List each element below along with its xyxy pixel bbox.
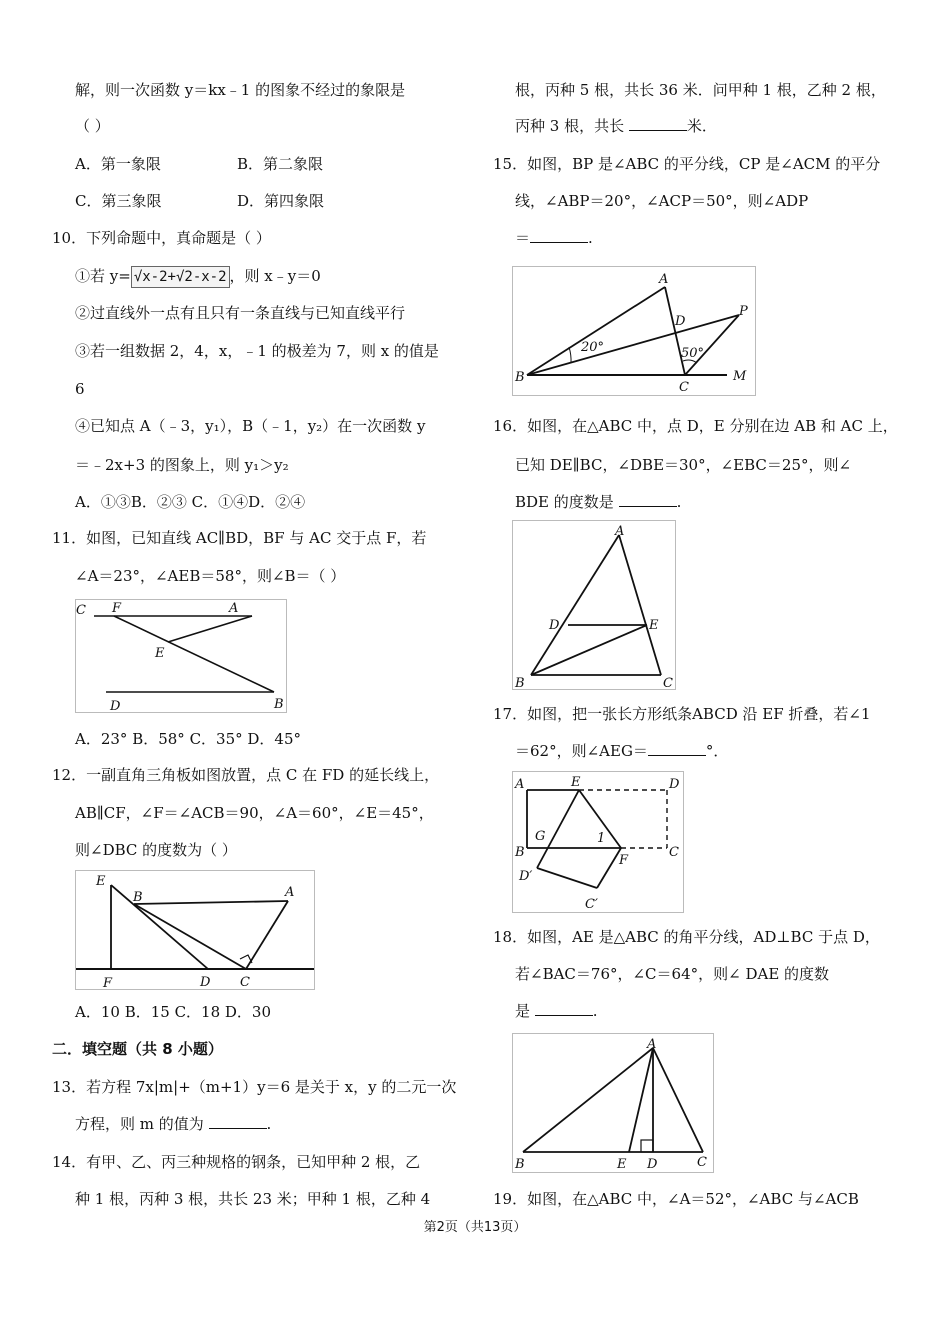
fig17-label-a: A — [515, 777, 525, 792]
q11-line1: 11．如图，已知直线 AC∥BD，BF 与 AC 交于点 F，若 — [52, 529, 427, 547]
fig15-label-c: C — [679, 380, 689, 395]
fig11-label-b: B — [274, 697, 284, 712]
q16-line2: 已知 DE∥BC，∠DBE＝30°，∠EBC＝25°，则∠ — [515, 456, 852, 474]
q13-line1: 13．若方程 7x|m|+（m+1）y＝6 是关于 x，y 的二元一次 — [52, 1078, 457, 1096]
q17-answer-blank[interactable] — [648, 741, 706, 756]
q14-line4 — [515, 116, 717, 136]
q14-line3: 根，丙种 5 根，共长 36 米．问甲种 1 根，乙种 2 根， — [515, 81, 886, 99]
q10-s1-post: ，则 x﹣y＝0 — [229, 267, 321, 285]
fig15-angle-50: 50° — [681, 346, 705, 361]
q17-line1: 17．如图，把一张长方形纸条ABCD 沿 EF 折叠，若∠1 — [493, 705, 871, 723]
fig18-label-c: C — [697, 1155, 707, 1170]
fig11-label-e: E — [155, 646, 165, 661]
section-2-heading: 二．填空题（共 8 小题） — [52, 1040, 223, 1058]
fig15-label-d: D — [675, 314, 686, 329]
q10-stem: 10．下列命题中，真命题是（ ） — [52, 229, 271, 247]
q12-line1: 12．一副直角三角板如图放置，点 C 在 FD 的延长线上， — [52, 766, 440, 784]
fig11-label-d: D — [110, 699, 121, 712]
q16-line1: 16．如图，在△ABC 中，点 D，E 分别在边 AB 和 AC 上， — [493, 417, 898, 435]
q11-line2: ∠A＝23°，∠AEB＝58°，则∠B＝（ ） — [75, 567, 346, 585]
q18-line1: 18．如图，AE 是△ABC 的角平分线，AD⊥BC 于点 D， — [493, 928, 880, 946]
radical-expression: √x-2+√2-x-2 — [131, 266, 230, 288]
figure-q17 — [512, 771, 684, 913]
fig11-label-a: A — [229, 601, 239, 616]
figure-q11 — [75, 599, 287, 713]
figure-q16 — [512, 520, 676, 690]
fig15-label-m: M — [733, 369, 747, 384]
q17-unit: °． — [705, 742, 729, 760]
q14-text: 丙种 3 根，共长 — [515, 117, 625, 135]
fig16-label-b: B — [515, 676, 525, 689]
q14-line2: 种 1 根，丙种 3 根，共长 23 米；甲种 1 根，乙种 4 — [75, 1190, 431, 1208]
q9-option-c: C．第三象限 — [75, 192, 162, 210]
q18-line2: 若∠BAC＝76°，∠C＝64°，则∠ DAE 的度数 — [515, 965, 830, 983]
q18-line3: 是 . — [515, 1002, 598, 1020]
fig16-label-a: A — [615, 524, 625, 539]
q18-text: 是 — [515, 1002, 531, 1020]
q15-line2: 线，∠ABP＝20°，∠ACP＝50°，则∠ADP — [515, 192, 809, 210]
fig12-label-f: F — [103, 976, 113, 989]
q10-statement-4a: ④已知点 A（﹣3，y₁），B（﹣1，y₂）在一次函数 y — [75, 417, 426, 435]
q12-line2: AB∥CF，∠F＝∠ACB＝90，∠A＝60°，∠E＝45°， — [75, 804, 434, 822]
q12-options: A．10 B．15 C．18 D．30 — [75, 1003, 272, 1021]
q10-statement-3b: 6 — [75, 380, 85, 398]
q9-option-b: B．第二象限 — [237, 155, 324, 173]
q16-line3: BDE 的度数是 . — [515, 493, 682, 511]
fig16-label-c: C — [663, 676, 673, 689]
q19-line1: 19．如图，在△ABC 中，∠A＝52°，∠ABC 与∠ACB — [493, 1190, 859, 1208]
q12-line3: 则∠DBC 的度数为（ ） — [75, 841, 237, 859]
fig11-label-f: F — [112, 601, 122, 616]
q9-option-d: D．第四象限 — [237, 192, 325, 210]
q10-options: A．①③B．②③ C．①④D．②④ — [75, 493, 306, 511]
fig16-label-d: D — [549, 618, 560, 633]
figure-q15 — [512, 266, 756, 396]
q14-unit: 米． — [686, 117, 717, 135]
q14-line1: 14．有甲、乙、丙三种规格的钢条，已知甲种 2 根，乙 — [52, 1153, 421, 1171]
fig17-label-d: D — [669, 777, 680, 792]
fig17-label-1: 1 — [597, 831, 606, 846]
q10-statement-4b: ＝﹣2x+3 的图象上，则 y₁＞y₂ — [75, 456, 289, 474]
q18-answer-blank[interactable] — [535, 1001, 593, 1016]
q17-line2 — [515, 741, 728, 761]
fig15-label-p: P — [739, 304, 748, 319]
fig17-label-g: G — [535, 829, 546, 844]
figure-q12 — [75, 870, 315, 990]
q10-s1-pre: ①若 y= — [75, 267, 131, 285]
fig11-label-c: C — [76, 603, 86, 618]
fig18-label-e: E — [617, 1157, 627, 1172]
q17-text: ＝62°，则∠AEG＝ — [515, 742, 648, 760]
q10-statement-3a: ③若一组数据 2，4，x，﹣1 的极差为 7，则 x 的值是 — [75, 342, 439, 360]
q15-eq: ＝ — [515, 229, 531, 247]
fig18-label-b: B — [515, 1157, 525, 1172]
q9-line1: 解，则一次函数 y＝kx﹣1 的图象不经过的象限是 — [75, 81, 406, 99]
q16-text: BDE 的度数是 — [515, 493, 614, 511]
fig17-label-dprime: D′ — [519, 869, 533, 884]
q13-line2: 方程，则 m 的值为 . — [75, 1115, 272, 1133]
q16-answer-blank[interactable] — [619, 492, 677, 507]
fig15-label-a: A — [659, 272, 669, 287]
q10-statement-2: ②过直线外一点有且只有一条直线与已知直线平行 — [75, 304, 406, 322]
q15-line1: 15．如图，BP 是∠ABC 的平分线，CP 是∠ACM 的平分 — [493, 155, 881, 173]
fig12-label-e: E — [96, 874, 106, 889]
q11-options: A．23° B．58° C．35° D．45° — [75, 730, 302, 748]
fig12-label-d: D — [200, 975, 211, 989]
q9-option-a: A．第一象限 — [75, 155, 161, 173]
fig16-label-e: E — [649, 618, 659, 633]
q13-text: 方程，则 m 的值为 — [75, 1115, 204, 1133]
fig17-label-c: C — [669, 845, 679, 860]
fig18-label-a: A — [647, 1037, 657, 1052]
fig17-label-cprime: C′ — [585, 897, 598, 912]
q10-statement-1 — [75, 266, 321, 288]
q15-answer-blank[interactable] — [530, 228, 588, 243]
fig12-label-a: A — [285, 885, 295, 900]
figure-q18 — [512, 1033, 714, 1173]
fig17-label-f: F — [619, 853, 629, 868]
q14-answer-blank[interactable] — [629, 116, 687, 131]
q15-line3: ＝ . — [515, 229, 593, 247]
fig12-label-c: C — [240, 975, 250, 989]
fig15-angle-20: 20° — [581, 340, 605, 355]
q9-paren: （ ） — [75, 117, 110, 135]
page-footer: 第2页（共13页） — [423, 1220, 527, 1235]
fig12-label-b: B — [133, 890, 143, 905]
fig17-label-e: E — [571, 775, 581, 790]
q13-answer-blank[interactable] — [209, 1114, 267, 1129]
fig18-label-d: D — [647, 1157, 658, 1172]
fig17-label-b: B — [515, 845, 525, 860]
fig15-label-b: B — [515, 370, 525, 385]
